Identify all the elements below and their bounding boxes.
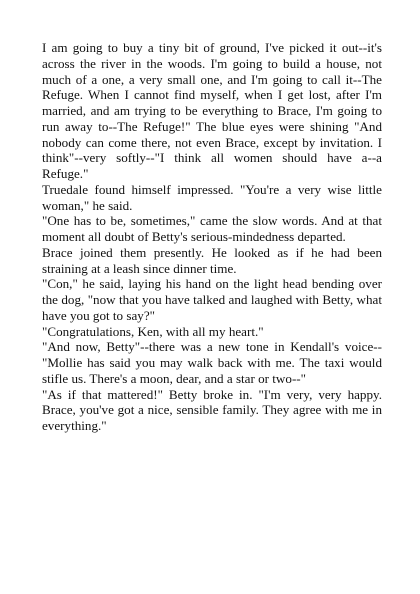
paragraph-congratulations: "Congratulations, Ken, with all my heart.": [42, 323, 264, 339]
paragraph-as-if-that-mattered: "As if that mattered!" Betty broke in. "I'm very, very happy. Brace, you've got a nice, sensible family. They agree with me in everything.": [42, 386, 382, 433]
paragraph-refuge: I am going to buy a tiny bit of ground, I've picked it out--it's across the river in the woods. I'm going to build a house, not much of a one, a very small one, and I'm going to call it--The Refuge. When I cannot find myself, when I get lost, after I'm married, and am trying to be everything to Brace, I'm going to run away to--The Refuge!" The blue eyes were shining "And nobody can come there, not even Brace, except by invitation. I think"--very softly--"I think all women should have a--a Refuge.": [42, 40, 382, 181]
paragraph-truedale: Truedale found himself impressed. "You're a very wise little woman," he said.: [42, 181, 382, 213]
paragraph-and-now-betty: "And now, Betty"--there was a new tone in Kendall's voice--"Mollie has said you may walk back with me. The taxi would stifle us. There's a moon, dear, and a star or two--": [42, 339, 382, 386]
paragraph-one-has-to-be: "One has to be, sometimes," came the slow words. And at that moment all doubt of Betty's serious-mindedness departed.: [42, 213, 382, 244]
paragraph-con: "Con," he said, laying his hand on the light head bending over the dog, "now that you have talked and laughed with Betty, what have you got to say?": [42, 276, 382, 323]
paragraph-brace-joined: Brace joined them presently. He looked as if he had been straining at a leash since dinner time.: [42, 244, 382, 276]
